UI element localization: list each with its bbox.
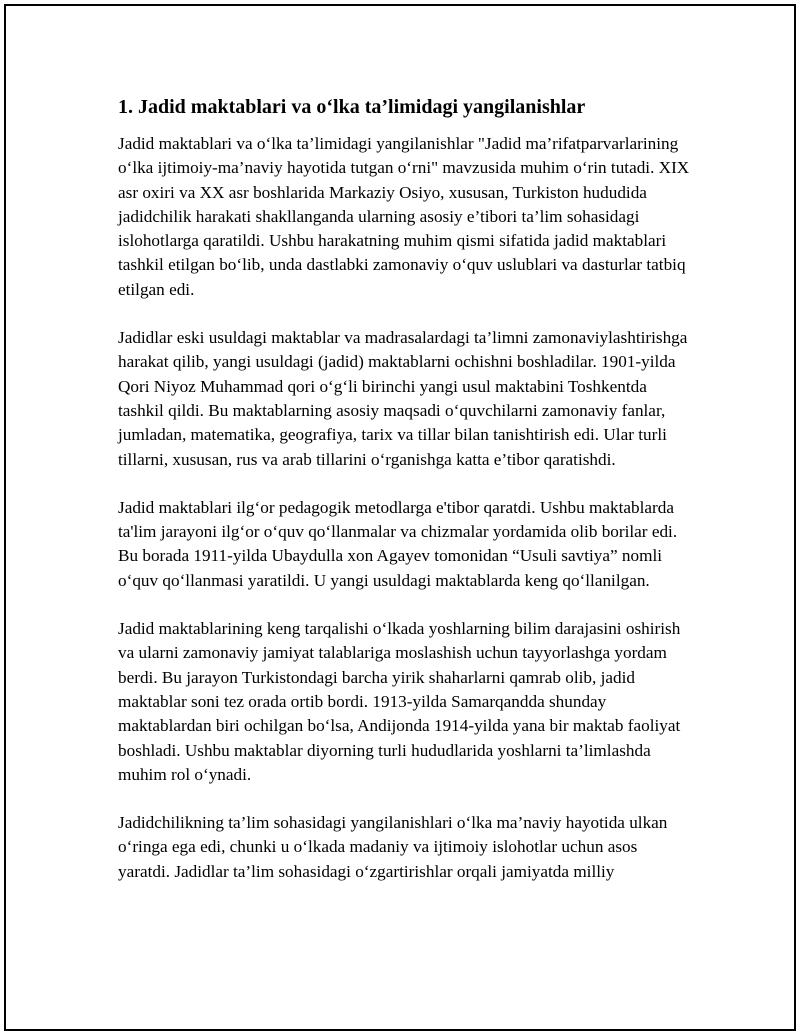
paragraph-4: Jadid maktablarining keng tarqalishi o‘lkada yoshlarning bilim darajasini oshirish va ularni zamonaviy jamiyat talablariga moslashish uchun tayyorlashga yordam berdi. Bu jarayon Turkistondagi barcha yirik shaharlarni qamrab olib, jadid maktablar soni tez orada ortib bordi. 1913-yilda Samarqandda shunday maktablardan biri ochilgan bo‘lsa, Andijonda 1914-yilda yana bir maktab faoliyat boshladi. Ushbu maktablar diyorning turli hududlarida yoshlarni ta’limlashda muhim rol o‘ynadi. — [118, 619, 681, 784]
section-heading: 1. Jadid maktablari va o‘lka ta’limidagi yangilanishlar — [118, 96, 586, 118]
paragraph-5: Jadidchilikning ta’lim sohasidagi yangilanishlari o‘lka ma’naviy hayotida ulkan o‘ringa ega edi, chunki u o‘lkada madaniy va ijtimoiy islohotlar uchun asos yaratdi. Jadidlar ta’lim sohasidagi o‘zgartirishlar orqali jamiyatda milliy — [118, 813, 668, 881]
document-body — [118, 94, 693, 908]
paragraph-2: Jadidlar eski usuldagi maktablar va madrasalardagi ta’limni zamonaviylashtirishga harakat qilib, yangi usuldagi (jadid) maktablarni ochishni boshladilar. 1901-yilda Qori Niyoz Muhammad qori o‘g‘li birinchi yangi usul maktabini Toshkentda tashkil qildi. Bu maktablarning asosiy maqsadi o‘quvchilarni zamonaviy fanlar, jumladan, matematika, geografiya, tarix va tillar bilan tanishtirish edi. Ular turli tillarni, xususan, rus va arab tillarini o‘rganishga katta e’tibor qaratishdi. — [118, 328, 688, 469]
paragraph-1: Jadid maktablari va o‘lka ta’limidagi yangilanishlar "Jadid ma’rifatparvarlarining o‘lka ijtimoiy-ma’naviy hayotida tutgan o‘rni" mavzusida muhim o‘rin tutadi. XIX asr oxiri va XX asr boshlarida Markaziy Osiyo, xususan, Turkiston hududida jadidchilik harakati shakllanganda ularning asosiy e’tibori ta’lim sohasidagi islohotlarga qaratildi. Ushbu harakatning muhim qismi sifatida jadid maktablari tashkil etilgan bo‘lib, unda dastlabki zamonaviy o‘quv uslublari va dasturlar tatbiq etilgan edi. — [118, 134, 690, 299]
paragraph-3: Jadid maktablari ilg‘or pedagogik metodlarga e'tibor qaratdi. Ushbu maktablarda ta'lim jarayoni ilg‘or o‘quv qo‘llanmalar va chizmalar yordamida olib borilar edi. Bu borada 1911-yilda Ubaydulla xon Agayev tomonidan “Usuli savtiya” nomli o‘quv qo‘llanmasi yaratildi. U yangi usuldagi maktablarda keng qo‘llanilgan. — [118, 497, 678, 590]
